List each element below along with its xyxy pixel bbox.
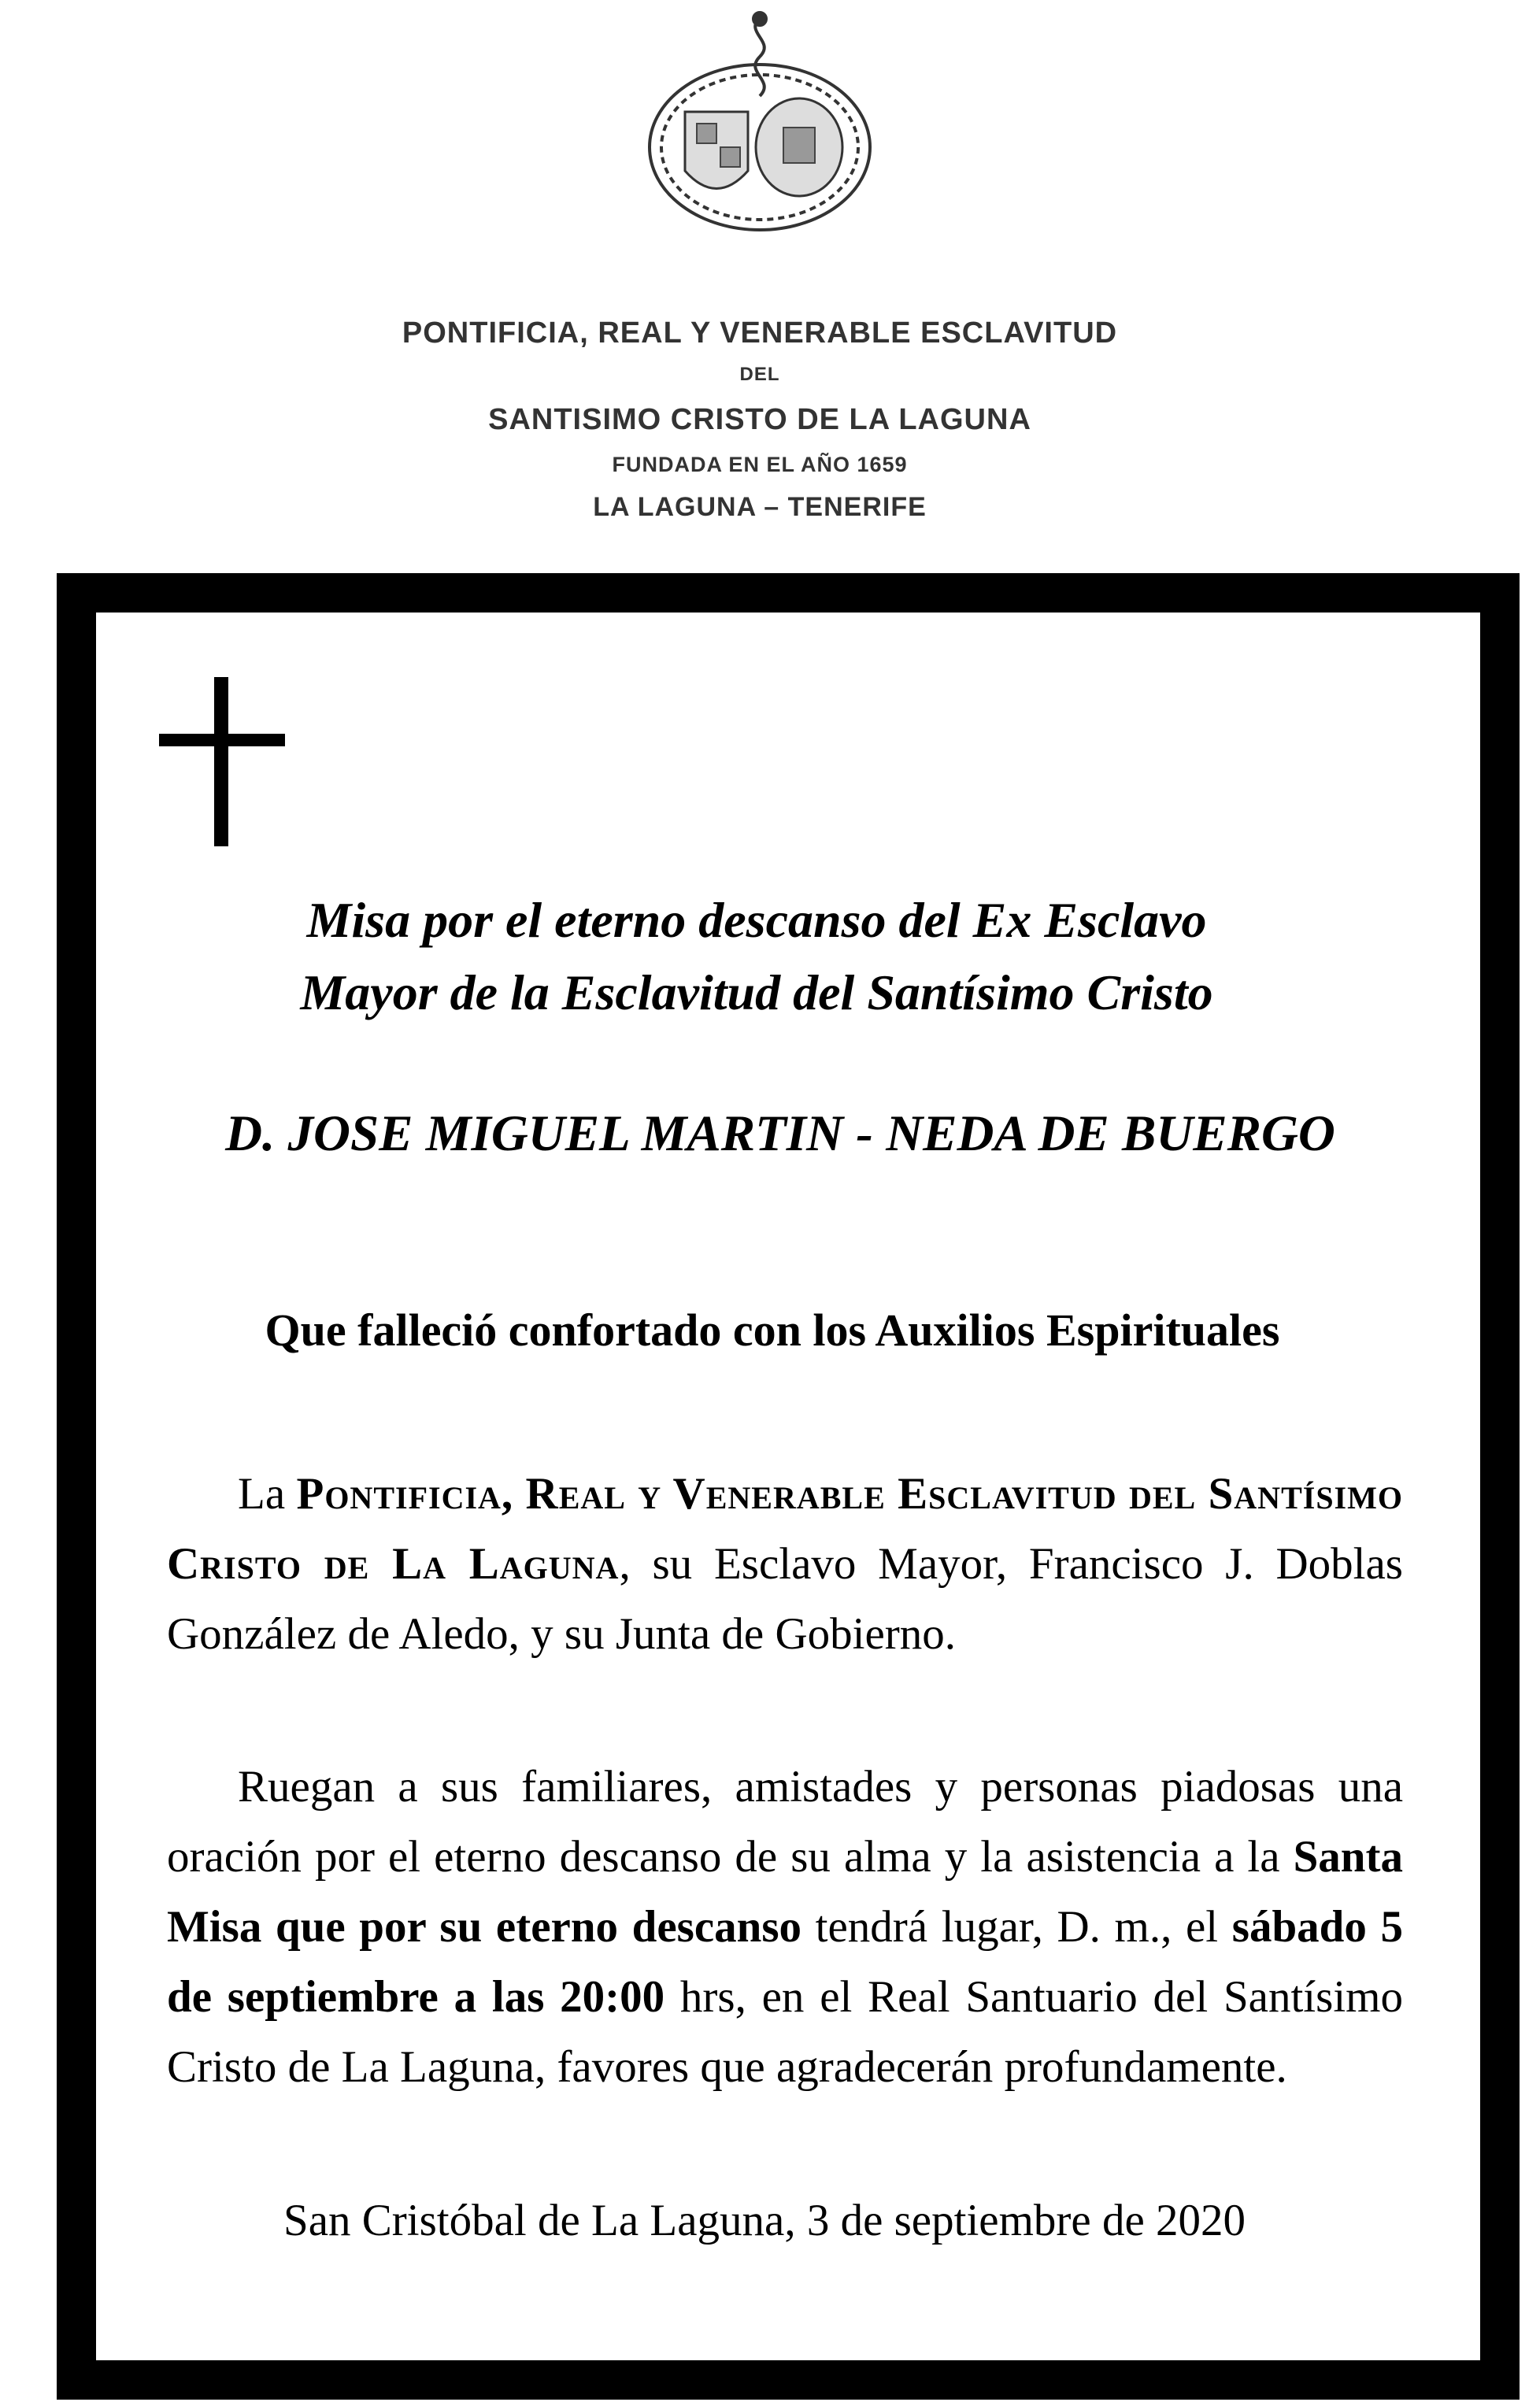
para2-bold1: Santa Misa que por su eterno descanso bbox=[167, 1832, 1403, 1952]
letterhead-line-3: SANTISIMO CRISTO DE LA LAGUNA bbox=[488, 403, 1031, 436]
para2-bold2: sábado 5 de septiembre a las 20:00 bbox=[167, 1902, 1403, 2022]
letterhead-line-2: DEL bbox=[739, 364, 780, 385]
title-line-1: Misa por el eterno descanso del Ex Esclavo bbox=[306, 892, 1207, 948]
title-line-2: Mayor de la Esclavitud del Santísimo Cristo bbox=[300, 964, 1213, 1020]
letterhead-line-4: FUNDADA EN EL AÑO 1659 bbox=[612, 453, 908, 476]
place-and-date: San Cristóbal de La Laguna, 3 de septiembre de 2020 bbox=[283, 2196, 1246, 2245]
para2-part2: tendrá lugar, D. m., el bbox=[801, 1902, 1232, 1952]
para2-part3: hrs, en el Real Santuario del Santísimo Cristo de La Laguna, favores que agradecerán profundamente. bbox=[167, 1972, 1403, 2092]
para1-rest: , su Esclavo Mayor, Francisco J. Doblas González de Aledo, y su Junta de Gobierno. bbox=[167, 1539, 1403, 1659]
subtitle: Que falleció confortado con los Auxilios Espirituales bbox=[265, 1305, 1280, 1356]
deceased-name: D. JOSE MIGUEL MARTIN - NEDA DE BUERGO bbox=[225, 1105, 1335, 1162]
letterhead-line-5: LA LAGUNA – TENERIFE bbox=[593, 492, 927, 522]
para1-lead: La bbox=[238, 1469, 286, 1519]
para1-org-name: Pontificia, Real y Venerable Esclavitud del Santísimo Cristo de La Laguna bbox=[167, 1469, 1403, 1589]
cross-icon bbox=[159, 677, 285, 846]
paragraph-invitation bbox=[167, 1752, 1403, 2102]
letterhead-line-1: PONTIFICIA, REAL Y VENERABLE ESCLAVITUD bbox=[402, 316, 1118, 350]
mourning-border bbox=[57, 573, 1520, 2400]
paragraph-announcement bbox=[167, 1459, 1403, 1669]
letterhead bbox=[346, 9, 1173, 561]
notice-body bbox=[96, 613, 1480, 2360]
coat-of-arms-emblem bbox=[642, 9, 878, 238]
para2-part1: Ruegan a sus familiares, amistades y personas piadosas una oración por el eterno descanso de su alma y la asistencia a la bbox=[167, 1762, 1403, 1882]
